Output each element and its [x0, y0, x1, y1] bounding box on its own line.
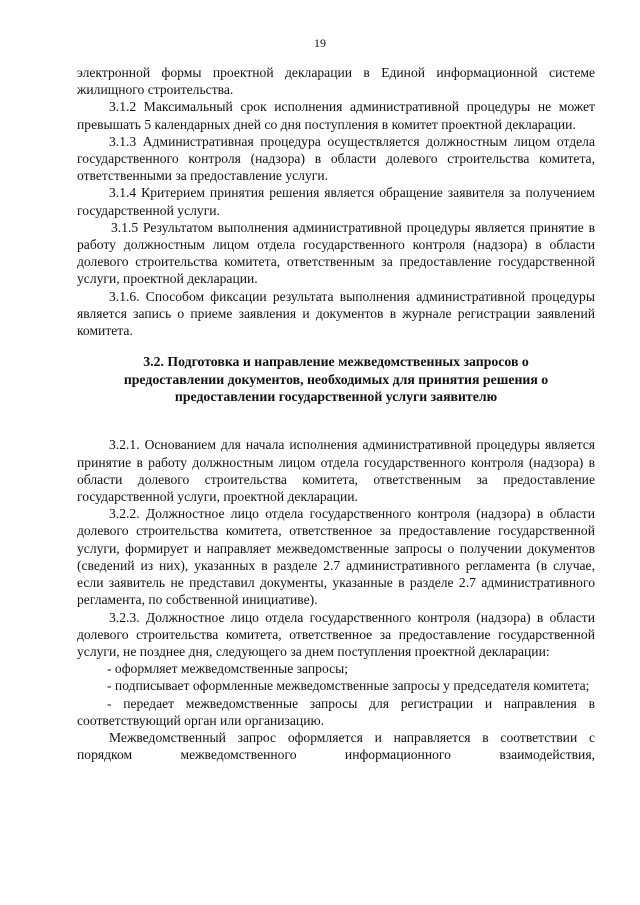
- paragraph-3-1-4: 3.1.4 Критерием принятия решения является обращение заявителя за получением государственной услуги.: [77, 185, 595, 218]
- paragraph-3-2-1: 3.2.1. Основанием для начала исполнения административной процедуры является принятие в работу должностным лицом отдела государственного контроля (надзора) в области долевого строительства комитета, ответственным за предоставление государственной услуги, проектной декларации.: [77, 437, 595, 505]
- paragraph-3-1-3: 3.1.3 Административная процедура осуществляется должностным лицом отдела государственного контроля (надзора) в области долевого строительства комитета, ответственными за предоставление услуги.: [77, 133, 595, 184]
- paragraph-3-2-2: 3.2.2. Должностное лицо отдела государственного контроля (надзора) в области долевого строительства комитета, ответственное за предоставление государственной услуги, формирует и направляет межведомственные запросы о получении документов (сведений из них), указанных в разделе 2.7 административного регламента (в случае, если заявитель не представил документы, указанные в разделе 2.7 административного регламента, по собственной инициативе).: [77, 506, 595, 608]
- paragraph-3-1-6: 3.1.6. Способом фиксации результата выполнения административной процедуры является запись о приеме заявления и документов в журнале регистрации заявлений комитета.: [77, 288, 595, 339]
- document-body: [77, 64, 595, 763]
- list-item: - оформляет межведомственные запросы;: [107, 661, 349, 677]
- section-heading-3-2: 3.2. Подготовка и направление межведомственных запросов о предоставлении документов, необходимых для принятия решения о предоставлении государственной услуги заявителю: [123, 354, 549, 405]
- paragraph-3-1-2: 3.1.2 Максимальный срок исполнения административной процедуры не может превышать 5 календарных дней со дня поступления в комитет проектной декларации.: [77, 99, 595, 132]
- paragraph-continuation: электронной формы проектной декларации в Единой информационной системе жилищного строительства.: [77, 65, 595, 98]
- list-item: - подписывает оформленные межведомственные запросы у председателя комитета;: [107, 678, 590, 694]
- paragraph-3-1-5: 3.1.5 Результатом выполнения административной процедуры является принятие в работу должностным лицом отдела государственного контроля (надзора) в области долевого строительства комитета, ответственным за предоставление государственной услуги, проектной декларации.: [77, 219, 595, 287]
- section-spacer: [77, 405, 595, 436]
- page-number: 19: [314, 36, 326, 50]
- paragraph-interagency-request: Межведомственный запрос оформляется и направляется в соответствии с порядком межведомственного информационного взаимодействия,: [77, 729, 595, 763]
- paragraph-3-2-3: 3.2.3. Должностное лицо отдела государственного контроля (надзора) в области долевого строительства комитета, ответственное за предоставление государственной услуги, не позднее дня, следующего за днем поступления проектной декларации:: [77, 609, 595, 659]
- list-item: - передает межведомственные запросы для регистрации и направления в соответствующий орган или организацию.: [77, 695, 595, 728]
